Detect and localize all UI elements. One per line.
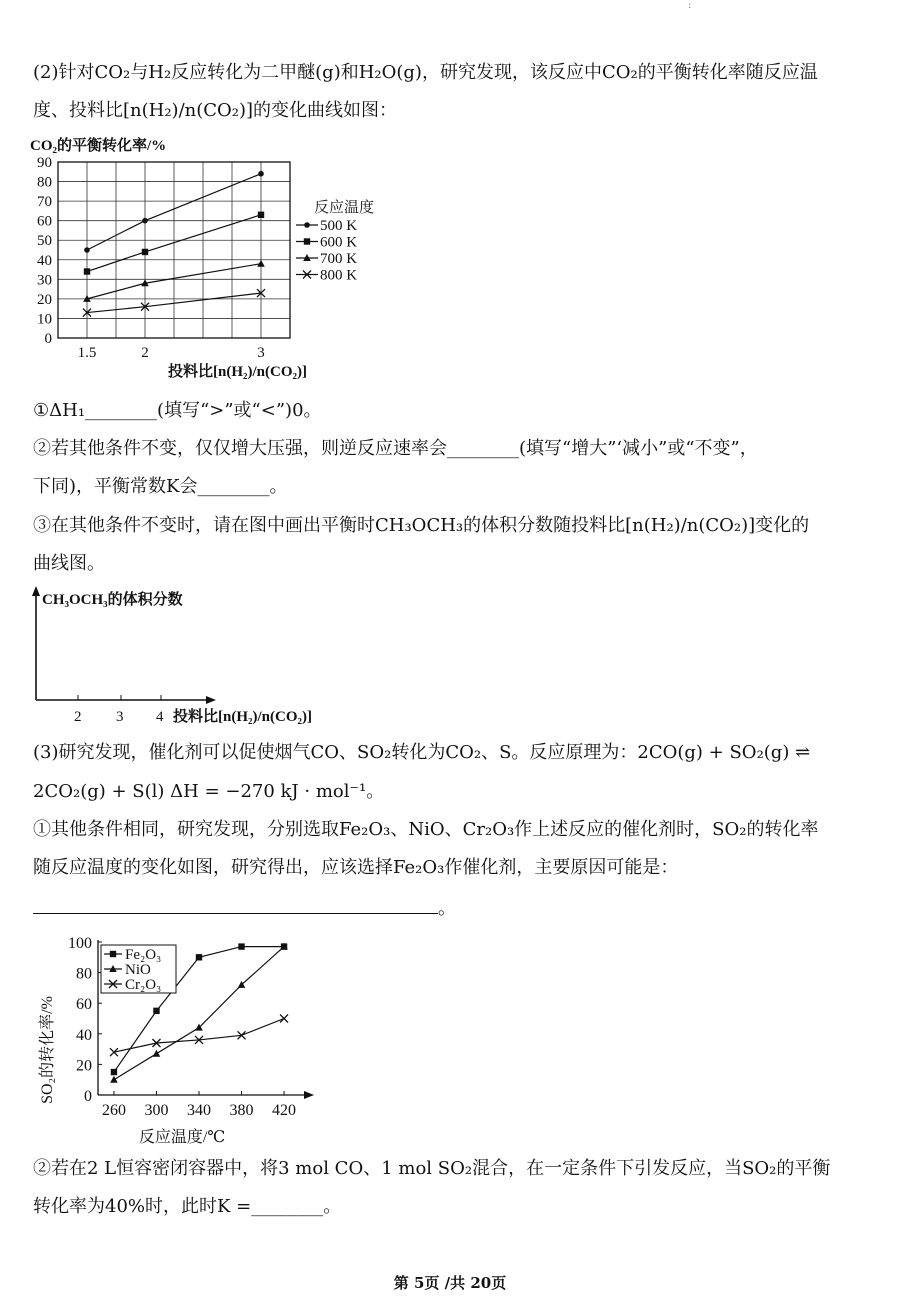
p3-line1: (3)研究发现，催化剂可以促使烟气CO、SO₂转化为CO₂、S。反应原理为：2CO(g) + SO₂(g) ⇌ [33,742,811,763]
answer-blank-line [33,891,438,914]
chart3-legend [101,945,176,993]
chart3-x-arrow [304,1091,314,1099]
chart3-svg [30,930,330,1150]
chart3-yticks [68,935,102,1105]
chart3-ytick-label: 20 [76,1057,92,1075]
chart1-legend-label: 600 K [320,234,358,251]
p3-line4: 随反应温度的变化如图，研究得出，应该选择Fe₂O₃作催化剂，主要原因可能是： [33,857,679,878]
chart-so2-conversion [30,930,330,1150]
chart1-yticks [37,155,52,347]
chart1-point [257,260,265,267]
chart1-xlabel: 投料比[n(H₂)/n(CO₂)] [168,364,307,380]
page-footer: 第 5页 /共 20页 [393,1274,507,1292]
q3-line1: ③在其他条件不变时，请在图中画出平衡时CH₃OCH₃的体积分数随投料比[n(H₂)/n(CO₂)]变化的 [33,515,810,536]
chart-ch3och3-blank [28,582,358,727]
chart3-xtick-label: 260 [101,1102,126,1119]
chart1-svg [28,130,408,385]
chart1-point [258,171,264,177]
chart1-legend-title: 反应温度 [314,200,375,216]
chart3-legend-label: Fe₂O₃ [125,947,162,963]
q1-text: ①ΔH₁________(填写“>”或“<”)0。 [33,400,322,421]
chart1-ytick-label: 90 [37,155,52,171]
chart1-legend-label: 800 K [320,267,358,284]
chart2-y-arrow [32,586,40,596]
chart1-legend-marker [304,222,310,228]
chart3-point [238,943,244,949]
chart2-xlabel: 投料比[n(H₂)/n(CO₂)] [173,709,312,725]
chart3-ytick-label: 80 [76,965,92,983]
chart1-ytick-label: 30 [37,272,52,289]
chart2-xtick-3: 3 [116,709,124,725]
p3-line3: ①其他条件相同，研究发现，分别选取Fe₂O₃、NiO、Cr₂O₃作上述反应的催化剂时，SO₂的转化率 [33,819,819,840]
corner-mark: : [688,0,692,11]
chart1-legend [296,218,357,284]
chart2-ylabel: CH₃OCH₃的体积分数 [42,592,183,608]
chart3-point [110,1076,118,1083]
chart3-point [111,1069,117,1075]
chart3-point [153,1008,159,1014]
q2-line1: ②若其他条件不变，仅仅增大压强，则逆反应速率会________(填写“增大”‘减小”或“不变”， [33,438,758,459]
chart3-xtick-label: 300 [144,1102,169,1119]
q2-line2: 下同)，平衡常数K会________。 [33,476,288,497]
chart3-xtick-label: 340 [187,1102,211,1119]
chart1-ytick-label: 20 [37,291,52,308]
chart1-ytick-label: 0 [44,331,52,347]
chart3-ytick-label: 0 [84,1088,92,1105]
chart1-xticks [78,345,265,361]
chart1-ytick-label: 10 [37,311,52,328]
chart3-ylabel: SO₂的转化率/% [39,996,56,1104]
chart1-point [142,249,148,255]
chart3-point [153,1050,161,1057]
chart3-xtick-label: 420 [272,1102,297,1119]
chart3-point [280,1015,288,1023]
chart1-legend-label: 700 K [320,251,358,267]
chart3-ytick-label: 60 [76,996,92,1014]
chart3-ytick-label: 40 [76,1026,92,1044]
chart1-ytick-label: 60 [37,213,52,230]
q3-line2: 曲线图。 [33,553,105,574]
p2-line2: 度、投料比[n(H₂)/n(CO₂)]的变化曲线如图： [33,100,398,121]
chart1-point [258,212,264,218]
chart1-ytick-label: 80 [37,174,52,191]
chart3-xtick-label: 380 [229,1102,254,1119]
chart1-point [84,247,90,253]
chart3-xlabel: 反应温度/℃ [138,1129,226,1146]
p3-line2: 2CO₂(g) + S(l) ΔH = −270 kJ · mol⁻¹。 [33,781,385,802]
chart1-xtick-label: 3 [257,345,265,361]
chart1-legend-marker [304,238,310,244]
chart2-xtick-4: 4 [156,709,164,725]
chart2-x-arrow [206,696,216,704]
chart1-ytick-label: 40 [37,252,52,269]
q4-line1: ②若在2 L恒容密闭容器中，将3 mol CO、1 mol SO₂混合，在一定条件下引发反应，当SO₂的平衡 [33,1158,831,1179]
chart1-point [84,268,90,274]
chart3-ytick-label: 100 [68,935,92,952]
chart1-point [142,218,148,224]
chart2-xtick-2: 2 [74,709,82,725]
chart3-legend-marker [110,951,116,957]
chart1-xtick-label: 1.5 [77,345,97,361]
p3-line5: 。 [33,890,878,928]
q4-line2: 转化率为40%时，此时K =________。 [33,1196,342,1217]
p2-line1: (2)针对CO₂与H₂反应转化为二甲醚(g)和H₂O(g)，研究发现，该反应中CO₂的平衡转化率随反应温 [33,62,818,83]
chart1-ytick-label: 70 [37,194,52,211]
chart1-legend-label: 500 K [320,218,358,234]
chart3-point [196,954,202,960]
chart1-ytick-label: 50 [37,233,52,250]
chart1-ylabel: CO₂的平衡转化率/% [30,138,167,154]
chart2-svg [28,582,358,727]
chart-co2-conversion [28,130,408,385]
chart3-legend-label: NiO [125,962,151,978]
chart1-xtick-label: 2 [141,345,149,361]
chart3-legend-label: Cr₂O₃ [125,977,162,993]
